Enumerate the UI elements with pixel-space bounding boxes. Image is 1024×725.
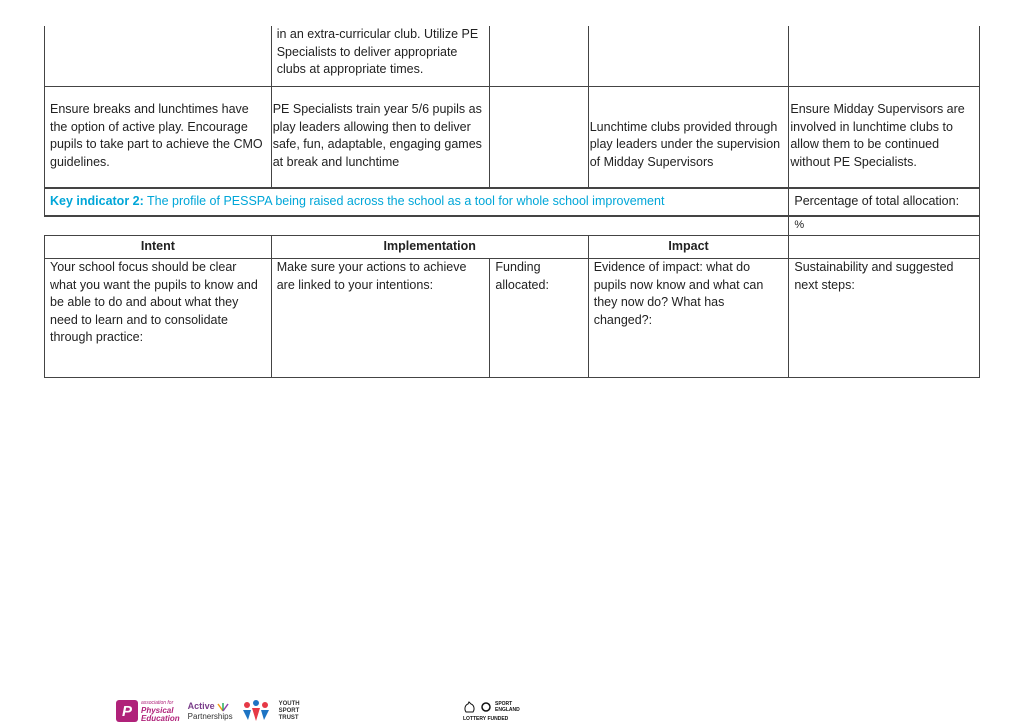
funding-cell bbox=[490, 87, 588, 189]
table-row bbox=[45, 87, 980, 189]
implementation-cell bbox=[271, 26, 490, 87]
afpe-icon: P bbox=[116, 700, 138, 722]
sustainability-header bbox=[789, 236, 980, 259]
sustainability-cell: Sustainability and suggested next steps: bbox=[789, 259, 980, 378]
implementation-text: in an extra-curricular club. Utilize PE Specialists to deliver appropriate clubs at appropriate times. bbox=[276, 27, 479, 76]
yst-line2: SPORT bbox=[278, 707, 300, 714]
sustainability-cell bbox=[789, 26, 980, 87]
table-row bbox=[45, 26, 980, 87]
key-indicator-text: The profile of PESSPA being raised across the school as a tool for whole school improvement bbox=[147, 194, 665, 209]
key-indicator-label: Key indicator 2: bbox=[50, 194, 144, 209]
lottery-hand-icon bbox=[463, 701, 477, 713]
blank-cell bbox=[45, 216, 789, 236]
implementation-cell: Make sure your actions to achieve are linked to your intentions: bbox=[271, 259, 490, 378]
active-partnerships-logo bbox=[188, 702, 233, 721]
key-indicator-cell bbox=[45, 188, 789, 216]
sport-line2: ENGLAND bbox=[495, 707, 520, 713]
intent-cell: Your school focus should be clear what you want the pupils to know and be able to do and about what they need to learn and to consolidate through practice: bbox=[45, 259, 272, 378]
implementation-header: Implementation bbox=[271, 236, 588, 259]
lottery-funded-text: LOTTERY FUNDED bbox=[463, 716, 509, 722]
afpe-logo bbox=[116, 699, 180, 723]
key-indicator-row bbox=[45, 188, 980, 216]
yst-line3: TRUST bbox=[278, 714, 299, 721]
funding-cell bbox=[490, 26, 588, 87]
sustainability-cell: Ensure Midday Supervisors are involved in lunchtime clubs to allow them to be continued without PE Specialists. bbox=[789, 87, 980, 189]
sport-england-logo bbox=[463, 701, 520, 722]
sunburst-icon bbox=[217, 702, 229, 712]
impact-header: Impact bbox=[588, 236, 789, 259]
footer-logos bbox=[116, 699, 300, 723]
youth-sport-trust-icon bbox=[241, 700, 271, 722]
header-row bbox=[45, 236, 980, 259]
table-row bbox=[45, 259, 980, 378]
intent-header: Intent bbox=[45, 236, 272, 259]
impact-cell bbox=[588, 26, 789, 87]
funding-cell: Funding allocated: bbox=[490, 259, 588, 378]
intent-cell bbox=[45, 26, 272, 87]
afpe-small-text: association for bbox=[141, 700, 174, 706]
youth-sport-trust-text bbox=[279, 701, 300, 722]
allocation-label: Percentage of total allocation: bbox=[789, 188, 980, 216]
implementation-cell: PE Specialists train year 5/6 pupils as play leaders allowing then to deliver safe, fun, adaptable, engaging games at break and lunchtime bbox=[271, 87, 490, 189]
impact-cell: Evidence of impact: what do pupils now know and what can they now do? What has changed?: bbox=[588, 259, 789, 378]
impact-cell: Lunchtime clubs provided through play leaders under the supervision of Midday Supervisors bbox=[588, 87, 789, 189]
sport-line1: SPORT bbox=[495, 701, 513, 707]
intent-cell: Ensure breaks and lunchtimes have the option of active play. Encourage pupils to take part to achieve the CMO guidelines. bbox=[45, 87, 272, 189]
action-plan-table bbox=[44, 26, 980, 378]
allocation-row bbox=[45, 216, 980, 236]
ap-line2: Partnerships bbox=[187, 711, 233, 721]
afpe-line1: Physical bbox=[141, 706, 174, 715]
allocation-value: % bbox=[789, 216, 980, 236]
ap-line1: Active bbox=[187, 700, 215, 711]
afpe-line2: Education bbox=[141, 714, 180, 723]
sport-england-icon bbox=[481, 702, 491, 712]
yst-line1: YOUTH bbox=[278, 700, 300, 707]
